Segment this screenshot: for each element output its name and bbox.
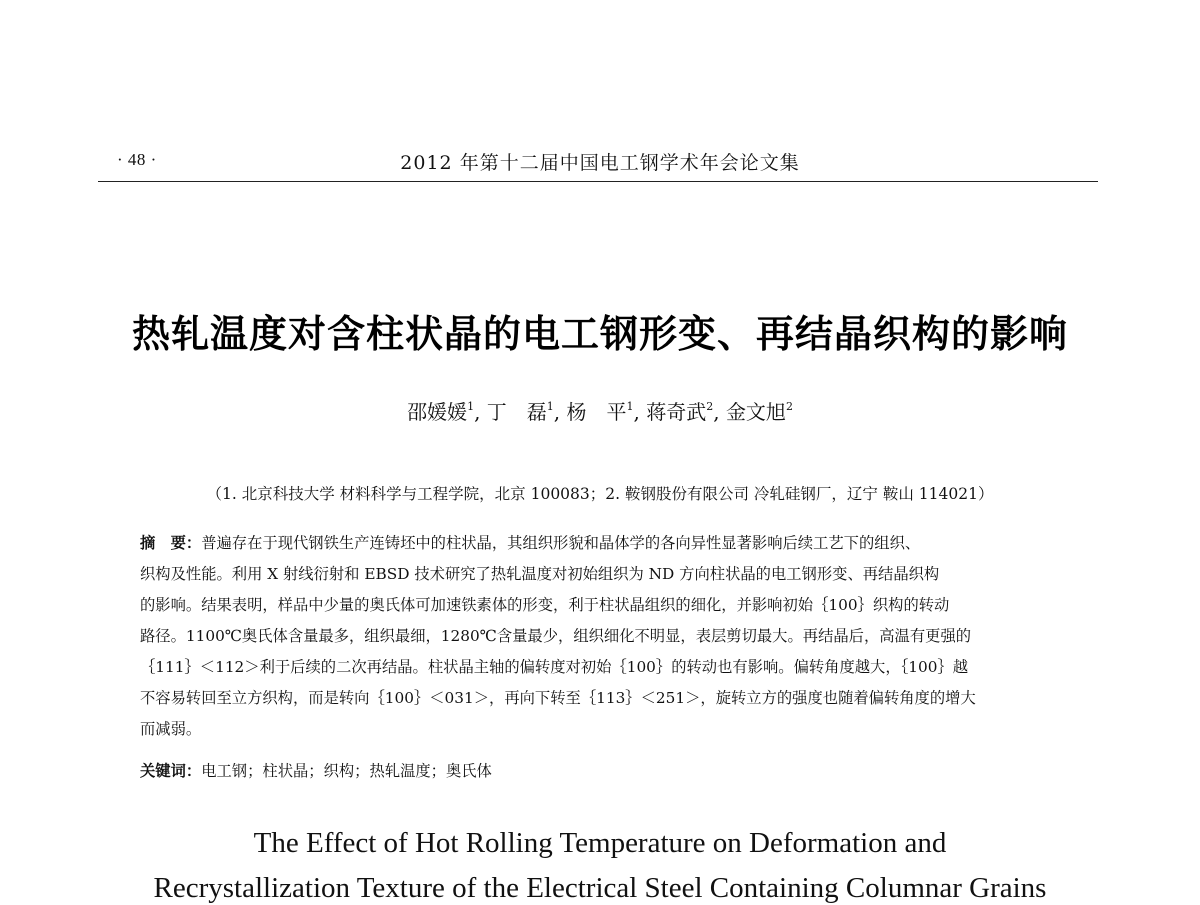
author-affiliation-mark: 2	[785, 400, 793, 413]
abstract-line: 路径。1100℃奥氏体含量最多，组织最细，1280℃含量最少，组织细化不明显，表层剪切最大。再结晶后，高温有更强的	[140, 627, 972, 645]
keywords	[140, 759, 492, 781]
author-name: 蒋奇武	[646, 400, 707, 424]
abstract-line: 的影响。结果表明，样品中少量的奥氏体可加速铁素体的形变，利于柱状晶组织的细化，并影响初始｛100｝织构的转动	[140, 596, 950, 614]
author-name: 邵媛媛	[407, 400, 468, 424]
abstract-text: 普遍存在于现代钢铁生产连铸坯中的柱状晶，其组织形貌和晶体学的各向异性显著影响后续工艺下的组织、	[201, 534, 921, 552]
abstract-line: 不容易转回至立方织构，而是转向｛100｝＜031＞，再向下转至｛113｝＜251＞，旋转立方的强度也随着偏转角度的增大	[140, 689, 976, 707]
paper-title-en-line2: Recrystallization Texture of the Electrical Steel Containing Columnar Grains	[153, 872, 1047, 904]
abstract	[140, 528, 1060, 745]
header-rule	[98, 181, 1098, 182]
abstract-line: 织构及性能。利用 X 射线衍射和 EBSD 技术研究了热轧温度对初始组织为 ND 方向柱状晶的电工钢形变、再结晶织构	[140, 565, 940, 583]
abstract-label: 摘 要：	[140, 534, 202, 552]
keywords-text: 电工钢；柱状晶；织构；热轧温度；奥氏体	[201, 762, 492, 780]
author-list: 邵媛媛$^1$, 丁 磊$^1$, 杨 平$^1$, 蒋奇武$^2$, 金文旭$^2$	[407, 400, 793, 424]
author-name: 金文旭	[725, 400, 786, 424]
page-number: · 48 ·	[117, 150, 157, 169]
author-affiliation-mark: 1	[626, 400, 634, 413]
author-affiliation-mark: 2	[706, 400, 714, 413]
abstract-line: ｛111｝＜112＞利于后续的二次再结晶。柱状晶主轴的偏转度对初始｛100｝的转动也有影响。偏转角度越大，｛100｝越	[140, 658, 969, 676]
affiliation: （1. 北京科技大学 材料科学与工程学院，北京 100083；2. 鞍钢股份有限公司 冷轧硅钢厂，辽宁 鞍山 114021）	[206, 485, 994, 503]
author-affiliation-mark: 1	[467, 400, 475, 413]
paper-title-cn: 热轧温度对含柱状晶的电工钢形变、再结晶织构的影响	[131, 312, 1068, 356]
author-name: 丁 磊	[486, 400, 547, 424]
keywords-label: 关键词：	[140, 762, 202, 780]
abstract-line: 而减弱。	[140, 720, 202, 738]
abstract-line	[140, 528, 1060, 559]
author-name: 杨 平	[566, 400, 627, 424]
author-affiliation-mark: 1	[546, 400, 554, 413]
paper-title-en-line1: The Effect of Hot Rolling Temperature on Deformation and	[253, 827, 947, 859]
running-header: 2012 年第十二届中国电工钢学术年会论文集	[400, 152, 800, 174]
